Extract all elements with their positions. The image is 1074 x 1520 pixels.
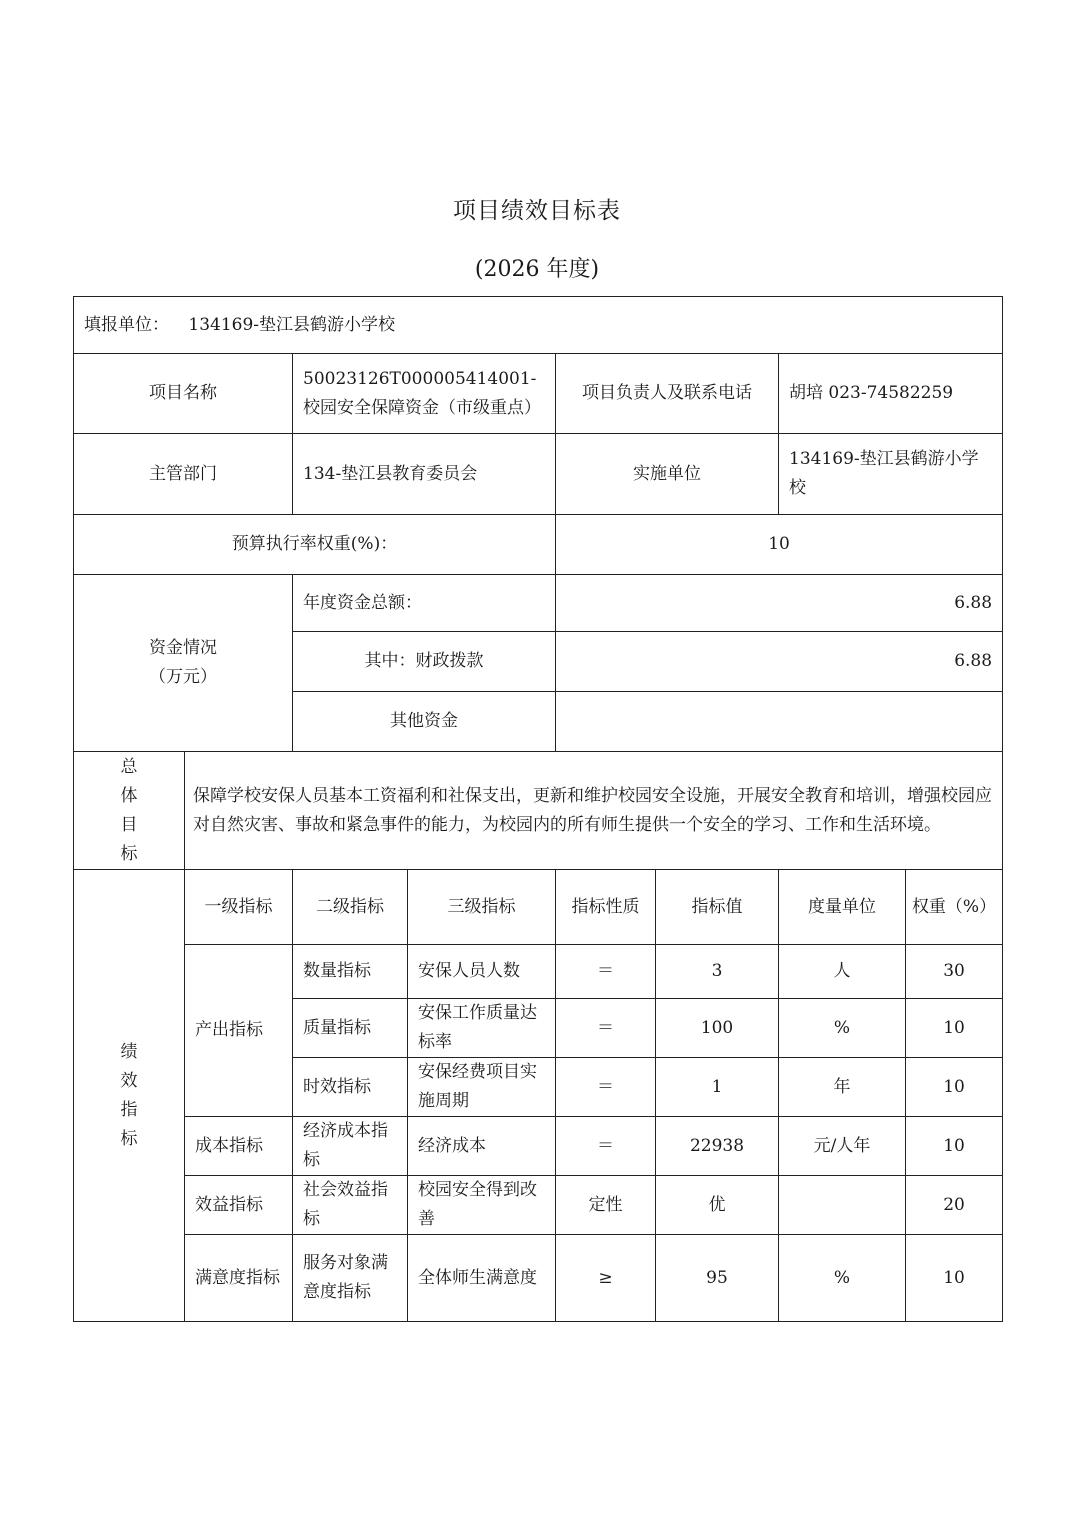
level1-indicator: 满意度指标 xyxy=(185,1235,293,1322)
indicator-unit: % xyxy=(779,999,906,1058)
table-row xyxy=(74,1176,1003,1235)
reporting-unit-cell xyxy=(74,297,1003,354)
goal-label-char: 标 xyxy=(120,843,138,864)
level1-indicator: 效益指标 xyxy=(185,1176,293,1235)
funds-fiscal-value: 6.88 xyxy=(556,632,1003,692)
column-header: 三级指标 xyxy=(408,870,556,945)
department-value: 134-垫江县教育委员会 xyxy=(293,434,556,515)
indicator-weight: 30 xyxy=(906,945,1003,999)
funds-label xyxy=(74,575,293,752)
level3-indicator: 安保经费项目实施周期 xyxy=(408,1058,556,1117)
reporting-unit-row xyxy=(74,297,1003,354)
level2-indicator: 质量指标 xyxy=(293,999,408,1058)
document-subtitle: (2026 年度) xyxy=(474,257,600,282)
project-owner-label: 项目负责人及联系电话 xyxy=(556,354,779,434)
indicator-value: 优 xyxy=(656,1176,779,1235)
indicator-value: 95 xyxy=(656,1235,779,1322)
level3-indicator: 经济成本 xyxy=(408,1117,556,1176)
indicator-nature: ≥ xyxy=(556,1235,656,1322)
indicator-weight: 20 xyxy=(906,1176,1003,1235)
column-header: 指标值 xyxy=(656,870,779,945)
overall-goal-text: 保障学校安保人员基本工资福利和社保支出，更新和维护校园安全设施，开展安全教育和培训，增强校园应对自然灾害、事故和紧急事件的能力，为校园内的所有师生提供一个安全的学习、工作和生活环境。 xyxy=(185,752,1003,870)
indicator-value: 1 xyxy=(656,1058,779,1117)
level2-indicator: 社会效益指标 xyxy=(293,1176,408,1235)
level1-indicator: 产出指标 xyxy=(185,945,293,1117)
indicator-nature: ＝ xyxy=(556,1117,656,1176)
department-label: 主管部门 xyxy=(74,434,293,515)
column-header: 指标性质 xyxy=(556,870,656,945)
document-title: 项目绩效目标表 xyxy=(453,198,621,224)
goal-label-char: 目 xyxy=(120,814,138,835)
indicators-label xyxy=(74,870,185,1322)
project-name-row xyxy=(74,354,1003,434)
overall-goal-row xyxy=(74,752,1003,870)
indicators-label-char: 绩 xyxy=(120,1041,138,1062)
goal-label-char: 体 xyxy=(120,785,138,806)
funds-total-label: 年度资金总额： xyxy=(293,575,556,632)
indicator-unit: 人 xyxy=(779,945,906,999)
funds-other-value xyxy=(556,692,1003,752)
level2-indicator: 时效指标 xyxy=(293,1058,408,1117)
indicator-weight: 10 xyxy=(906,1117,1003,1176)
performance-target-table xyxy=(73,296,1003,1322)
reporting-unit-value: 134169-垫江县鹤游小学校 xyxy=(188,314,396,335)
indicators-label-char: 效 xyxy=(120,1070,138,1091)
level2-indicator: 数量指标 xyxy=(293,945,408,999)
column-header: 度量单位 xyxy=(779,870,906,945)
budget-weight-value: 10 xyxy=(556,515,1003,575)
level3-indicator: 全体师生满意度 xyxy=(408,1235,556,1322)
level3-indicator: 安保人员人数 xyxy=(408,945,556,999)
funds-label-line1: 资金情况 xyxy=(149,638,217,658)
indicator-value: 100 xyxy=(656,999,779,1058)
level3-indicator: 校园安全得到改善 xyxy=(408,1176,556,1235)
implementing-unit-label: 实施单位 xyxy=(556,434,779,515)
indicator-header-row xyxy=(74,870,1003,945)
indicator-unit xyxy=(779,1176,906,1235)
indicator-nature: ＝ xyxy=(556,999,656,1058)
indicator-weight: 10 xyxy=(906,999,1003,1058)
reporting-unit-label: 填报单位： xyxy=(84,314,169,335)
indicator-nature: 定性 xyxy=(556,1176,656,1235)
indicator-value: 3 xyxy=(656,945,779,999)
level2-indicator: 服务对象满意度指标 xyxy=(293,1235,408,1322)
column-header: 权重（%） xyxy=(906,870,1003,945)
goal-label-char: 总 xyxy=(120,756,138,777)
indicator-value: 22938 xyxy=(656,1117,779,1176)
column-header: 二级指标 xyxy=(293,870,408,945)
project-name-label: 项目名称 xyxy=(74,354,293,434)
funds-total-value: 6.88 xyxy=(556,575,1003,632)
funds-other-label: 其他资金 xyxy=(293,692,556,752)
level1-indicator: 成本指标 xyxy=(185,1117,293,1176)
funds-total-row xyxy=(74,575,1003,632)
indicator-weight: 10 xyxy=(906,1058,1003,1117)
table-row xyxy=(74,945,1003,999)
funds-label-line2: （万元） xyxy=(149,667,217,687)
indicator-unit: 元/人年 xyxy=(779,1117,906,1176)
project-name-value: 50023126T000005414001-校园安全保障资金（市级重点） xyxy=(293,354,556,434)
table-row xyxy=(74,1235,1003,1322)
budget-weight-label: 预算执行率权重(%)： xyxy=(74,515,556,575)
funds-fiscal-label: 其中：财政拨款 xyxy=(293,632,556,692)
overall-goal-label xyxy=(74,752,185,870)
table-row xyxy=(74,1117,1003,1176)
indicator-nature: ＝ xyxy=(556,945,656,999)
indicator-nature: ＝ xyxy=(556,1058,656,1117)
indicators-label-char: 指 xyxy=(120,1099,138,1120)
column-header: 一级指标 xyxy=(185,870,293,945)
budget-weight-row xyxy=(74,515,1003,575)
project-owner-value: 胡培 023-74582259 xyxy=(779,354,1003,434)
department-row xyxy=(74,434,1003,515)
implementing-unit-value: 134169-垫江县鹤游小学校 xyxy=(779,434,1003,515)
level3-indicator: 安保工作质量达标率 xyxy=(408,999,556,1058)
indicator-unit: % xyxy=(779,1235,906,1322)
level2-indicator: 经济成本指标 xyxy=(293,1117,408,1176)
indicators-label-char: 标 xyxy=(120,1128,138,1149)
indicator-unit: 年 xyxy=(779,1058,906,1117)
indicator-weight: 10 xyxy=(906,1235,1003,1322)
